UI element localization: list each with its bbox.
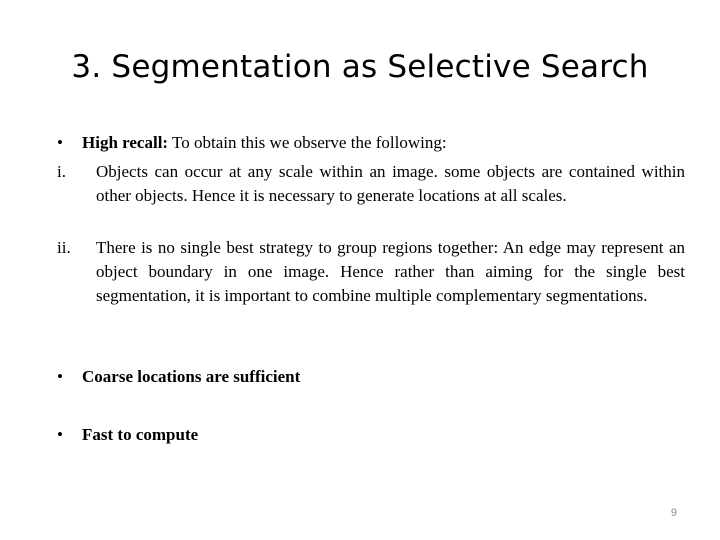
bullet-lead: High recall: [82,133,169,152]
bullet-body: To obtain this we observe the following: [168,133,447,152]
subitem-ii [57,236,685,308]
bullet-dot: • [57,133,63,152]
bullet-coarse-locations [57,365,685,389]
subitem-i [57,160,685,208]
subitem-text: Objects can occur at any scale within an image. some objects are contained within other objects. Hence it is necessary to generate locations at all scales. [96,162,685,205]
bullet-dot: • [57,425,63,444]
bullet-fast-to-compute [57,423,685,447]
bullet-text [82,131,447,155]
subitem-marker: ii. [57,238,71,257]
bullet-dot: • [57,367,63,386]
slide-title: 3. Segmentation as Selective Search [71,49,649,85]
bullet-lead: Fast to compute [82,425,199,444]
subitem-text: There is no single best strategy to group regions together: An edge may represent an object boundary in one image. Hence rather than aiming for the single best segmentation, it is important to combine multiple complementary segmentations. [96,238,685,305]
bullet-high-recall [57,131,685,155]
bullet-lead: Coarse locations are sufficient [82,367,301,386]
page-number: 9 [670,507,677,519]
subitem-marker: i. [57,162,66,181]
